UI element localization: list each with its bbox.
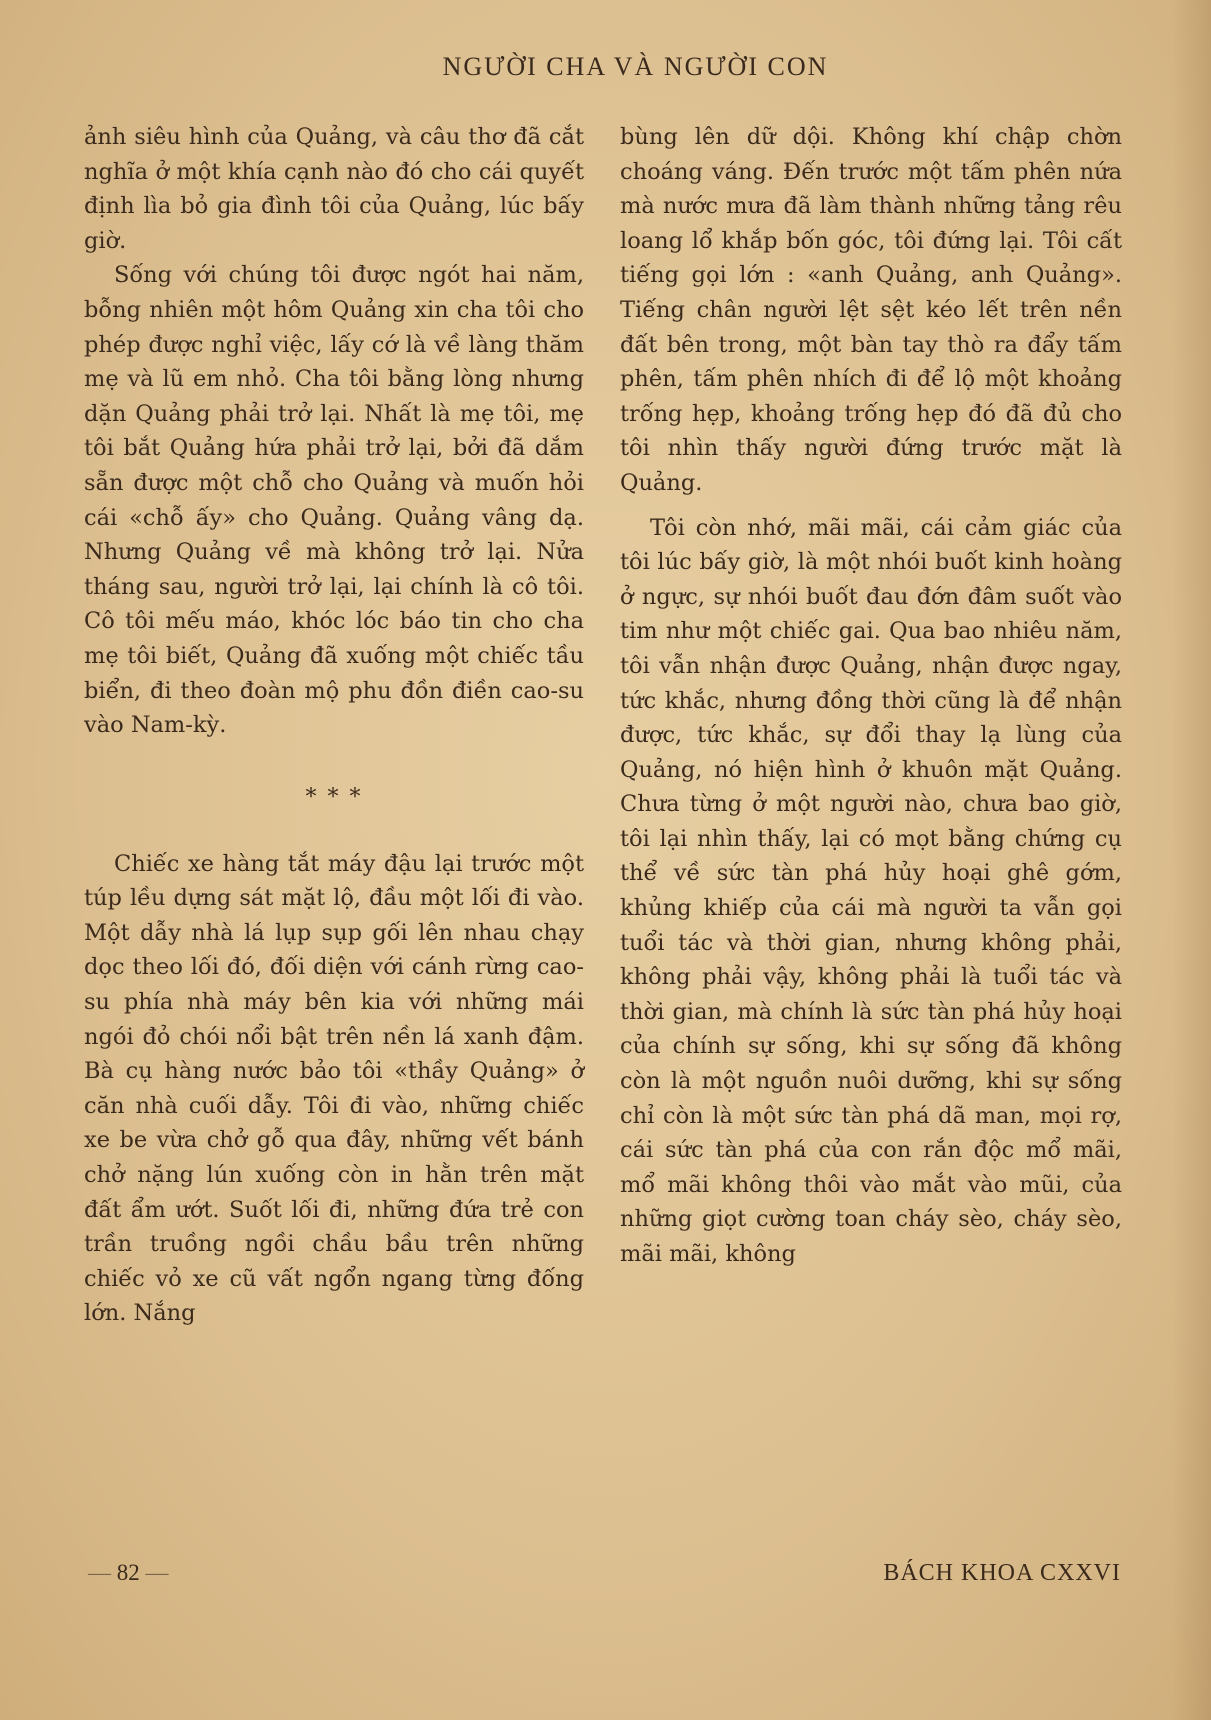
publication-footer: BÁCH KHOA CXXVI: [883, 1560, 1121, 1586]
page-number: 82: [116, 1560, 140, 1585]
page-number-block: [88, 1560, 169, 1586]
right-column: [620, 120, 1122, 1272]
folio-dash-right: —: [145, 1560, 169, 1585]
running-title: NGƯỜI CHA VÀ NGƯỜI CON: [442, 52, 829, 81]
page-edge-shading: [1171, 0, 1211, 1720]
left-paragraph-3: Chiếc xe hàng tắt máy đậu lại trước một túp lều dựng sát mặt lộ, đầu một lối đi vào. Một dẫy nhà lá lụp sụp gối lên nhau chạy dọc theo lối đó, đối diện với cánh rừng cao-su phía nhà máy bên kia với những mái ngói đỏ chói nổi bật trên nền lá xanh đậm. Bà cụ hàng nước bảo tôi «thầy Quảng» ở căn nhà cuối dẫy. Tôi đi vào, những chiếc xe be vừa chở gỗ qua đây, những vết bánh chở nặng lún xuống còn in hằn trên mặt đất ẩm ướt. Suốt lối đi, những đứa trẻ con trần truồng ngồi chầu bầu trên những chiếc vỏ xe cũ vất ngổn ngang từng đống lớn. Nắng: [84, 850, 584, 1327]
left-paragraph-2: Sống với chúng tôi được ngót hai năm, bỗng nhiên một hôm Quảng xin cha tôi cho phép được nghỉ việc, lấy cớ là về làng thăm mẹ và lũ em nhỏ. Cha tôi bằng lòng nhưng dặn Quảng phải trở lại. Nhất là mẹ tôi, mẹ tôi bắt Quảng hứa phải trở lại, bởi đã dắm sẵn được một chỗ cho Quảng và muốn hỏi cái «chỗ ấy» cho Quảng. Quảng vâng dạ. Nhưng Quảng về mà không trở lại. Nửa tháng sau, người trở lại, lại chính là cô tôi. Cô tôi mếu máo, khóc lóc báo tin cho cha mẹ tôi biết, Quảng đã xuống một chiếc tầu biển, đi theo đoàn mộ phu đồn điền cao-su vào Nam-kỳ.: [84, 262, 584, 739]
left-column: [84, 120, 584, 1331]
section-separator: * * *: [305, 784, 363, 810]
folio-dash-left: —: [88, 1560, 111, 1585]
right-paragraph-1: bùng lên dữ dội. Không khí chập chờn choáng váng. Đến trước một tấm phên nứa mà nước mưa đã làm thành những tảng rêu loang lổ khắp bốn góc, tôi đứng lại. Tôi cất tiếng gọi lớn : «anh Quảng, anh Quảng». Tiếng chân người lệt sệt kéo lết trên nền đất bên trong, một bàn tay thò ra đẩy tấm phên, tấm phên nhích đi để lộ một khoảng trống hẹp, khoảng trống hẹp đó đã đủ cho tôi nhìn thấy người đứng trước mặt là Quảng.: [620, 124, 1122, 496]
right-paragraph-2: Tôi còn nhớ, mãi mãi, cái cảm giác của tôi lúc bấy giờ, là một nhói buốt kinh hoàng ở ngực, sự nhói buốt đau đớn đâm suốt vào tim như một chiếc gai. Qua bao nhiêu năm, tôi vẫn nhận được Quảng, nhận được ngay, tức khắc, nhưng đồng thời cũng là để nhận được, tức khắc, sự đổi thay lạ lùng của Quảng, nó hiện hình ở khuôn mặt Quảng. Chưa từng ở một người nào, chưa bao giờ, tôi lại nhìn thấy, lại có mọt bằng chứng cụ thể về sức tàn phá hủy hoại ghê gớm, khủng khiếp của cái mà người ta vẫn gọi tuổi tác và thời gian, nhưng không phải, không phải vậy, không phải là tuổi tác và thời gian, mà chính là sức tàn phá hủy hoại của chính sự sống, khi sự sống đã không còn là một nguồn nuôi dưỡng, khi sự sống chỉ còn là một sức tàn phá dã man, mọi rợ, cái sức tàn phá của con rắn độc mổ mãi, mổ mãi không thôi vào mắt vào mũi, của những giọt cường toan cháy sèo, cháy sèo, mãi mãi, không: [620, 514, 1122, 1267]
left-paragraph-1: ảnh siêu hình của Quảng, và câu thơ đã cắt nghĩa ở một khía cạnh nào đó cho cái quyết định lìa bỏ gia đình tôi của Quảng, lúc bấy giờ.: [84, 124, 584, 254]
